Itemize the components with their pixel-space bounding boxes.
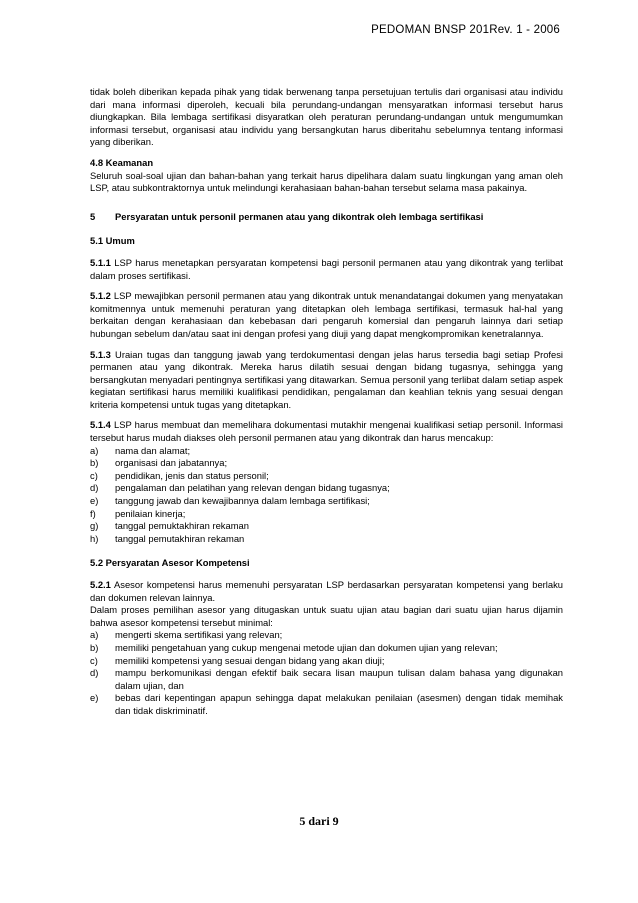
list-item-text: nama dan alamat; <box>115 444 191 456</box>
document-body <box>90 86 563 726</box>
list-item <box>90 533 563 546</box>
list-item-text: mampu berkomunikasi dengan efektif baik secara lisan maupun tulisan dalam bahasa yang digunakan dalam ujian, dan <box>115 667 563 691</box>
list-item-text: tanggal pemutakhiran rekaman <box>115 532 245 544</box>
list-item <box>90 629 563 642</box>
list-item-text: memiliki kompetensi yang sesuai dengan bidang yang akan diuji; <box>115 654 385 666</box>
list-item-letter: c) <box>90 654 98 666</box>
list-item <box>90 470 563 483</box>
section-5-heading <box>90 211 563 224</box>
list-item <box>90 495 563 508</box>
list-item-letter: c) <box>90 469 98 481</box>
clause-5-1-3-text: Uraian tugas dan tanggung jawab yang terdokumentasi dengan jelas harus tersedia bagi setiap Profesi permanen atau yang dikontrak. Mereka harus dilatih sesuai dengan bidang tugasnya, sehingga yang bersangkutan menyadari pentingnya sertifikasi yang ditawarkan. Semua personil yang terlibat dalam setiap aspek kegiatan sertifikasi harus memiliki kualifikasi pendidikan, pengalaman dan keahlian teknis yang sesuai dengan kriteria kompetensi untuk tugas yang ditetapkan. <box>90 348 563 410</box>
list-item-text: pendidikan, jenis dan status personil; <box>115 469 269 481</box>
list-item-text: tanggung jawab dan kewajibannya dalam lembaga sertifikasi; <box>115 495 370 507</box>
list-item-text: bebas dari kepentingan apapun sehingga dapat melakukan penilaian (asesmen) dengan tidak memihak dan tidak diskriminatif. <box>115 692 563 716</box>
list-item-text: penilaian kinerja; <box>115 507 186 519</box>
clause-5-2-1-intro <box>90 579 563 604</box>
list-item-letter: f) <box>90 507 96 519</box>
clause-5-2-1-text2: Dalam proses pemilihan asesor yang ditugaskan untuk suatu ujian atau bagian dari suatu ujian harus dijamin bahwa asesor kompetensi tersebut minimal: <box>90 604 563 628</box>
list-item-letter: d) <box>90 482 99 494</box>
clause-5-1-2-ref: 5.1.2 <box>90 290 111 302</box>
list-item <box>90 482 563 495</box>
list-item <box>90 667 563 692</box>
list-item-text: mengerti skema sertifikasi yang relevan; <box>115 629 283 641</box>
section-5-2-heading: 5.2 Persyaratan Asesor Kompetensi <box>90 557 250 569</box>
clause-5-2-1-list <box>90 629 563 717</box>
list-item-text: pengalaman dan pelatihan yang relevan dengan bidang tugasnya; <box>115 482 390 494</box>
section-4-8-text: Seluruh soal-soal ujian dan bahan-bahan yang terkait harus dipelihara dalam suatu lingkungan yang aman oleh LSP, atau subkontraktornya untuk melindungi kerahasiaan bahan-bahan tersebut selama masa pakainya. <box>90 169 563 194</box>
list-item-letter: e) <box>90 495 99 507</box>
clause-5-1-1-ref: 5.1.1 <box>90 256 111 268</box>
list-item-letter: g) <box>90 520 99 532</box>
list-item <box>90 457 563 470</box>
page-number: 5 dari 9 <box>299 814 339 828</box>
clause-5-2-1-text: Asesor kompetensi harus memenuhi persyaratan LSP berdasarkan persyaratan kompetensi yang berlaku dan dokumen relevan lainnya. <box>90 579 563 603</box>
section-4-8 <box>90 157 563 195</box>
clause-5-1-1 <box>90 257 563 282</box>
list-item <box>90 508 563 521</box>
section-5-number: 5 <box>90 210 96 222</box>
list-item-letter: b) <box>90 641 99 653</box>
list-item-text: memiliki pengetahuan yang cukup mengenai metode ujian dan dokumen ujian yang relevan; <box>115 641 498 653</box>
clause-5-1-4-text: LSP harus membuat dan memelihara dokumentasi mutakhir mengenai kualifikasi setiap personil. Informasi tersebut harus mudah diakses oleh personil permanen atau yang dikontrak dan harus mencakup: <box>90 419 563 444</box>
list-item-text: tanggal pemuktakhiran rekaman <box>115 520 249 532</box>
section-5-title: Persyaratan untuk personil permanen atau yang dikontrak oleh lembaga sertifikasi <box>115 210 484 222</box>
list-item-letter: h) <box>90 532 99 544</box>
clause-5-1-1-text: LSP harus menetapkan persyaratan kompetensi bagi personil permanen atau yang dikontrak yang terlibat dalam proses sertifikasi. <box>90 256 563 281</box>
clause-5-1-4-list <box>90 445 563 546</box>
clause-5-1-2-text: LSP mewajibkan personil permanen atau yang dikontrak untuk menandatangai dokumen yang menyatakan komitmennya untuk memenuhi peraturan yang ditetapkan oleh lembaga sertifikasi, termasuk hal-hal yang berkaitan dengan kerahasiaan dan kebebasan dari pengaruh komersial dan pengaruh lainnya dari setiap hubungan sebelum dan/atau saat ini dengan profesi yang diuji yang dapat mengkompromikan kenetralannya. <box>90 290 563 339</box>
clause-5-2-1-ref: 5.2.1 <box>90 579 111 590</box>
list-item <box>90 642 563 655</box>
clause-5-1-3 <box>90 349 563 412</box>
list-item-letter: e) <box>90 692 99 704</box>
clause-5-2-1 <box>90 579 563 718</box>
list-item-letter: a) <box>90 629 99 641</box>
section-5-1-heading: 5.1 Umum <box>90 235 135 247</box>
list-item-letter: b) <box>90 457 99 469</box>
list-item-letter: a) <box>90 444 99 456</box>
clause-5-1-2 <box>90 290 563 340</box>
list-item <box>90 445 563 458</box>
clause-5-1-4-intro <box>90 419 563 444</box>
intro-paragraph: tidak boleh diberikan kepada pihak yang tidak berwenang tanpa persetujuan tertulis dari organisasi atau individu dari mana informasi diperoleh, kecuali bila perundang-undangan mensyaratkan informasi tersebut harus diungkapkan. Bila lembaga sertifikasi disyaratkan oleh peraturan perundang-undangan untuk mengumumkan informasi tersebut, organisasi atau individu yang bersangkutan harus diberitahu sebelumnya tentang informasi yang diberikan. <box>90 86 563 148</box>
document-header: PEDOMAN BNSP 201Rev. 1 - 2006 <box>371 24 560 36</box>
list-item-text: organisasi dan jabatannya; <box>115 457 228 469</box>
list-item <box>90 692 563 717</box>
list-item <box>90 655 563 668</box>
section-4-8-heading: 4.8 Keamanan <box>90 156 154 168</box>
list-item <box>90 520 563 533</box>
clause-5-1-4-ref: 5.1.4 <box>90 419 111 431</box>
list-item-letter: d) <box>90 667 99 679</box>
clause-5-1-4 <box>90 419 563 545</box>
clause-5-1-3-ref: 5.1.3 <box>90 348 111 360</box>
